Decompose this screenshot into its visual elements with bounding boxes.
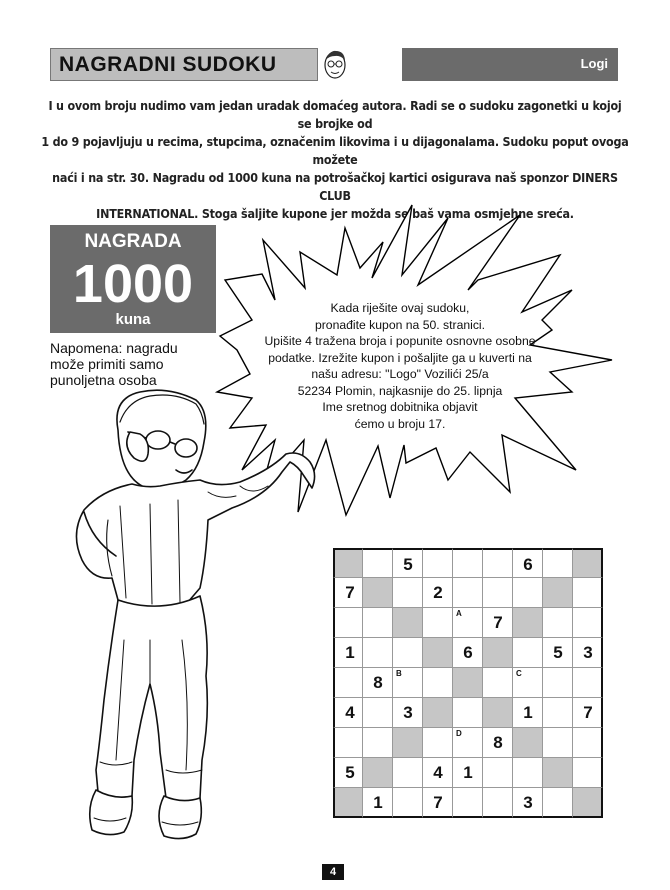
sudoku-cell	[393, 578, 423, 608]
cell-number	[423, 638, 453, 668]
cell-number	[393, 728, 423, 758]
cell-number	[543, 578, 573, 608]
sudoku-cell	[423, 698, 453, 728]
cell-number: 7	[433, 793, 443, 812]
cell-letter: C	[516, 669, 522, 678]
sudoku-cell	[363, 758, 393, 788]
cell-number: 6	[463, 643, 473, 662]
cell-number: 2	[433, 583, 443, 602]
sudoku-cell	[543, 548, 573, 578]
sudoku-cell	[423, 638, 453, 668]
sudoku-cell	[483, 578, 513, 608]
cell-number	[363, 698, 393, 728]
sudoku-cell	[543, 758, 573, 788]
cell-number	[453, 728, 483, 758]
sudoku-cell	[423, 728, 453, 758]
cell-number: 3	[523, 793, 533, 812]
sudoku-cell	[483, 548, 513, 578]
cell-number: 4	[433, 763, 443, 782]
cell-number	[513, 608, 543, 638]
cell-number	[573, 668, 603, 698]
cell-number	[483, 578, 513, 608]
cell-number	[513, 758, 543, 788]
sudoku-cell	[573, 608, 603, 638]
cell-number	[573, 608, 603, 638]
cell-number	[423, 698, 453, 728]
sudoku-cell	[483, 758, 513, 788]
sudoku-cell	[573, 698, 603, 728]
sudoku-cell	[483, 638, 513, 668]
cell-number	[335, 668, 365, 698]
sudoku-cell	[363, 548, 393, 578]
sudoku-cell	[393, 728, 423, 758]
cell-number: 3	[403, 703, 413, 722]
bubble-line: Kada riješite ovaj sudoku,	[330, 301, 470, 315]
cell-number	[393, 758, 423, 788]
sudoku-cell	[393, 758, 423, 788]
sudoku-cell	[333, 728, 363, 758]
intro-line: INTERNATIONAL. Stoga šaljite kupone jer možda se baš vama osmjehne sreća.	[96, 206, 574, 221]
cell-number	[573, 578, 603, 608]
page-title: NAGRADNI SUDOKU	[59, 53, 277, 76]
bubble-line: pronađite kupon na 50. stranici.	[314, 317, 486, 332]
cell-number: 1	[373, 793, 383, 812]
sudoku-cell	[483, 698, 513, 728]
bubble-line: našu adresu: "Logo" Vozilići 25/a	[311, 367, 489, 381]
sudoku-cell	[573, 548, 603, 578]
cell-letter: D	[456, 729, 462, 738]
note-line: može primiti samo	[50, 356, 164, 372]
bubble-line: Upišite 4 tražena broja i popunite osnovne osobne	[264, 334, 536, 348]
sudoku-cell	[543, 728, 573, 758]
cell-letter: B	[396, 669, 402, 678]
sudoku-cell	[513, 788, 543, 818]
prize-unit: kuna	[115, 311, 151, 328]
sudoku-cell	[543, 608, 573, 638]
cell-number	[423, 550, 453, 580]
sudoku-cell	[573, 638, 603, 668]
sudoku-cell	[423, 758, 453, 788]
sudoku-cell	[363, 668, 393, 698]
sudoku-cell	[513, 698, 543, 728]
sudoku-cell	[333, 548, 363, 578]
cell-number: 3	[583, 643, 593, 662]
cell-number	[335, 788, 365, 818]
cell-number	[453, 578, 483, 608]
cell-number: 5	[553, 643, 563, 662]
sudoku-cell	[393, 788, 423, 818]
cell-number	[363, 728, 393, 758]
cell-number	[363, 578, 393, 608]
sudoku-cell	[513, 668, 543, 698]
sudoku-cell	[573, 728, 603, 758]
bubble-line: 52234 Plomin, najkasnije do 25. lipnja	[297, 383, 503, 398]
sudoku-cell	[543, 578, 573, 608]
cell-number	[335, 728, 365, 758]
cell-number	[513, 668, 543, 698]
sudoku-cell	[513, 758, 543, 788]
cell-number	[423, 608, 453, 638]
cell-number: 5	[345, 763, 355, 782]
sudoku-cell	[423, 668, 453, 698]
cell-number	[543, 788, 573, 818]
sudoku-cell	[333, 578, 363, 608]
cell-number	[543, 668, 573, 698]
sudoku-cell	[453, 638, 483, 668]
cell-number	[423, 728, 453, 758]
cell-number: 7	[345, 583, 355, 602]
sudoku-cell	[393, 668, 423, 698]
sudoku-cell	[333, 638, 363, 668]
sudoku-cell	[393, 638, 423, 668]
sudoku-cell	[543, 638, 573, 668]
sudoku-cell	[483, 788, 513, 818]
bubble-line: podatke. Izrežite kupon i pošaljite ga u kuverti na	[268, 350, 532, 365]
cell-number: 1	[345, 643, 355, 662]
cell-number	[573, 550, 603, 580]
cell-number	[363, 550, 393, 580]
sudoku-cell	[363, 608, 393, 638]
sudoku-cell	[393, 698, 423, 728]
cell-number	[483, 788, 513, 818]
sudoku-cell	[333, 668, 363, 698]
sudoku-cell	[453, 548, 483, 578]
cell-number	[363, 638, 393, 668]
cell-number: 7	[583, 703, 593, 722]
sudoku-cell	[423, 578, 453, 608]
sudoku-cell	[363, 578, 393, 608]
sudoku-cell	[423, 608, 453, 638]
intro-line: 1 do 9 pojavljuju u recima, stupcima, označenim likovima i u dijagonalama. Sudoku poput ovoga možete	[41, 134, 629, 167]
sudoku-cell	[483, 608, 513, 638]
cell-number	[483, 668, 513, 698]
sudoku-cell	[513, 578, 543, 608]
sudoku-cell	[453, 668, 483, 698]
cell-number	[393, 668, 423, 698]
sudoku-cell	[393, 608, 423, 638]
cell-number	[543, 758, 573, 788]
cell-number	[335, 608, 365, 638]
sudoku-cell	[513, 638, 543, 668]
cell-number	[513, 728, 543, 758]
cell-number: 1	[523, 703, 533, 722]
cell-number	[513, 638, 543, 668]
cell-number: 4	[345, 703, 355, 722]
sudoku-cell	[333, 698, 363, 728]
sudoku-cell	[573, 758, 603, 788]
cell-number: 8	[493, 733, 503, 752]
sudoku-cell	[483, 668, 513, 698]
cell-number	[573, 728, 603, 758]
sudoku-cell	[513, 728, 543, 758]
cell-number	[453, 698, 483, 728]
cell-number	[453, 788, 483, 818]
cell-number: 7	[493, 613, 503, 632]
note-line: punoljetna osoba	[50, 372, 157, 388]
bubble-line: ćemo u broju 17.	[354, 416, 446, 431]
sudoku-cell	[573, 668, 603, 698]
cell-number: 6	[523, 555, 533, 574]
sudoku-cell	[573, 788, 603, 818]
prize-label: NAGRADA	[84, 231, 182, 252]
cell-number: 8	[373, 673, 383, 692]
sudoku-cell	[333, 758, 363, 788]
cell-number	[543, 728, 573, 758]
bubble-line: Ime sretnog dobitnika objavit	[322, 400, 478, 414]
cell-number	[363, 758, 393, 788]
sudoku-cell	[453, 578, 483, 608]
sudoku-cell	[333, 608, 363, 638]
cell-number	[335, 550, 365, 580]
sudoku-cell	[423, 548, 453, 578]
cell-number	[483, 758, 513, 788]
intro-line: naći i na str. 30. Nagradu od 1000 kuna na potrošačkoj kartici osigurava naš sponzor DINERS CLUB	[52, 170, 618, 203]
sudoku-cell	[453, 788, 483, 818]
cell-number	[483, 698, 513, 728]
cell-number	[453, 608, 483, 638]
cell-number: 1	[463, 763, 473, 782]
note-line: Napomena: nagradu	[50, 340, 178, 356]
sudoku-cell	[423, 788, 453, 818]
cell-number	[483, 638, 513, 668]
cell-number	[423, 668, 453, 698]
cell-number	[543, 608, 573, 638]
sudoku-cell	[513, 608, 543, 638]
sudoku-cell	[543, 788, 573, 818]
cell-number	[393, 638, 423, 668]
sudoku-cell	[453, 698, 483, 728]
sudoku-cell	[453, 728, 483, 758]
intro-line: I u ovom broju nudimo vam jedan uradak domaćeg autora. Radi se o sudoku zagonetki u kojoj se brojke od	[48, 98, 622, 131]
cell-letter: A	[456, 609, 462, 618]
sudoku-cell	[363, 698, 393, 728]
sudoku-cell	[363, 638, 393, 668]
cell-number	[453, 668, 483, 698]
cell-number	[393, 788, 423, 818]
cell-number	[513, 578, 543, 608]
sudoku-cell	[543, 698, 573, 728]
sudoku-cell	[363, 788, 393, 818]
cell-number	[453, 550, 483, 580]
brand-label: Logi	[580, 56, 608, 71]
sudoku-cell	[453, 608, 483, 638]
sudoku-cell	[453, 758, 483, 788]
sudoku-cell	[573, 578, 603, 608]
sudoku-cell	[333, 788, 363, 818]
cell-number	[543, 550, 573, 580]
sudoku-cell	[513, 548, 543, 578]
sudoku-cell	[363, 728, 393, 758]
prize-amount: 1000	[72, 254, 194, 314]
cell-number	[483, 550, 513, 580]
cell-number	[573, 788, 603, 818]
cell-number	[393, 608, 423, 638]
page-number: 4	[322, 864, 344, 880]
sudoku-cell	[393, 548, 423, 578]
cell-number	[363, 608, 393, 638]
cell-number: 5	[403, 555, 413, 574]
sudoku-cell	[483, 728, 513, 758]
cell-number	[573, 758, 603, 788]
cell-number	[393, 578, 423, 608]
cell-number	[543, 698, 573, 728]
sudoku-cell	[543, 668, 573, 698]
